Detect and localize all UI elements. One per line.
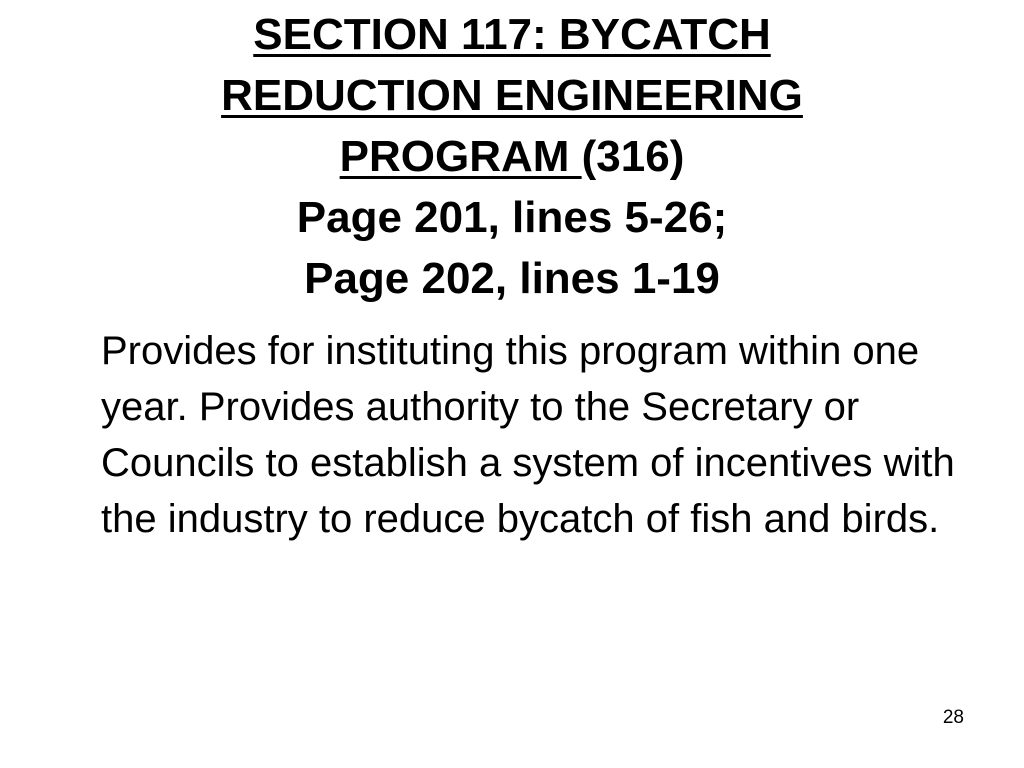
title-line-2: REDUCTION ENGINEERING bbox=[221, 71, 803, 120]
title-section-number: (316) bbox=[581, 132, 685, 181]
title-page-ref-1: Page 201, lines 5-26; bbox=[296, 193, 728, 242]
title-line-1: SECTION 117: BYCATCH bbox=[253, 10, 771, 59]
title-line-3 bbox=[0, 126, 1024, 187]
title-page-ref-2: Page 202, lines 1-19 bbox=[304, 254, 720, 303]
slide-title bbox=[0, 4, 1024, 309]
page-number: 28 bbox=[942, 707, 964, 728]
body-paragraph: Provides for instituting this program within one year. Provides authority to the Secretary or Councils to establish a system of incentives with the industry to reduce bycatch of fish and birds. bbox=[101, 329, 955, 541]
title-program-text: PROGRAM bbox=[339, 132, 582, 181]
